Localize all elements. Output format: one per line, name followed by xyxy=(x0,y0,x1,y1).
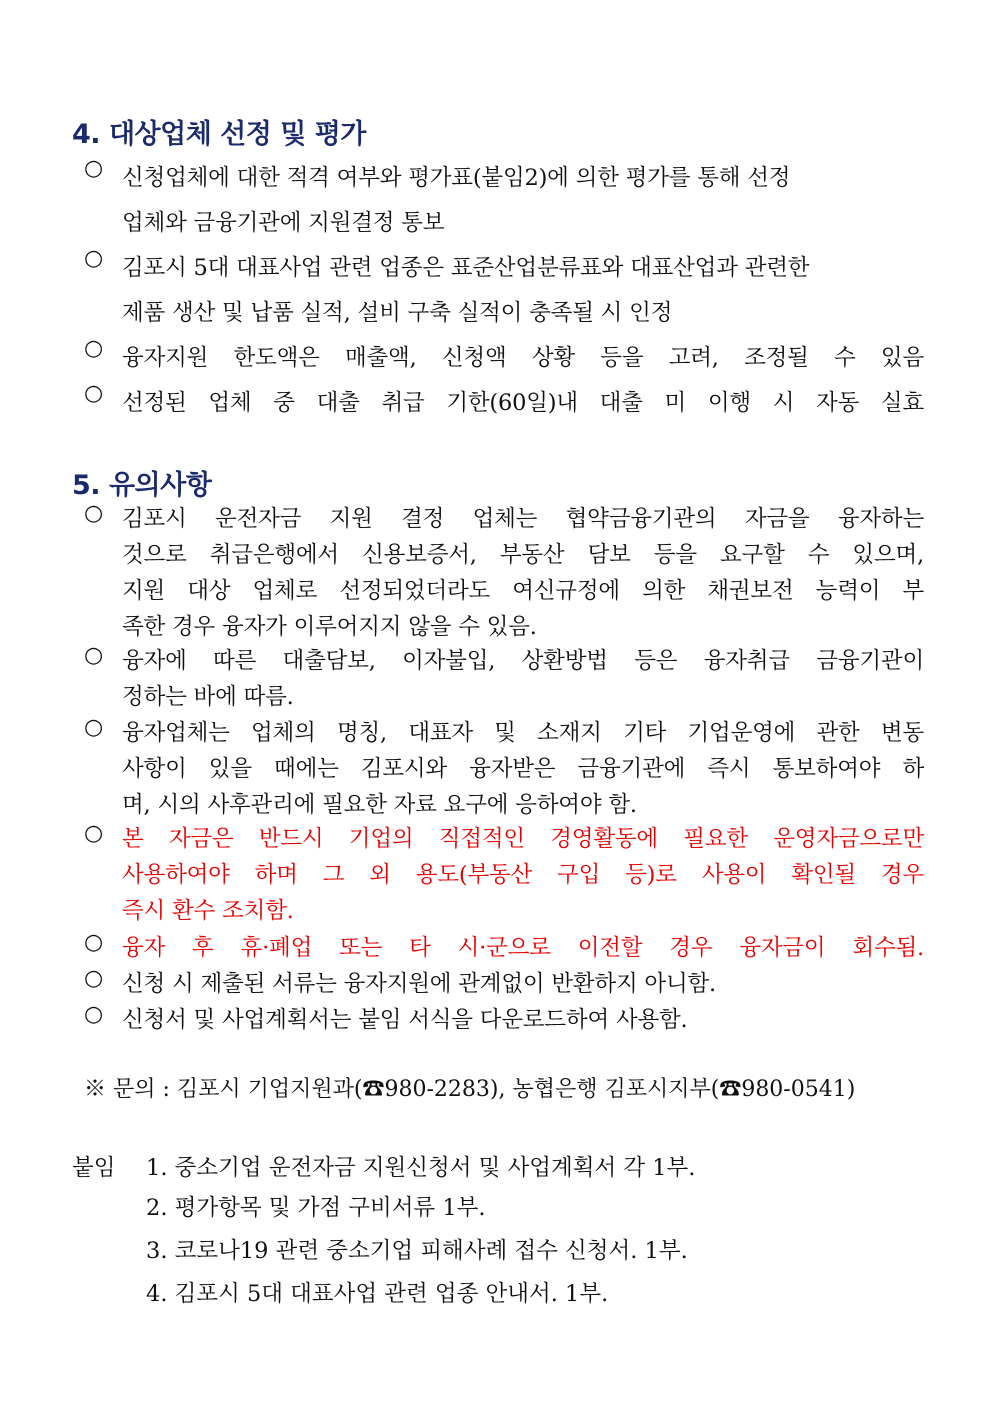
item-line: 업체와 금융기관에 지원결정 통보 xyxy=(122,210,445,236)
circle-bullet-icon: ○ xyxy=(84,336,104,361)
circle-bullet-icon: ○ xyxy=(84,715,104,740)
section-5-item-7 xyxy=(84,1002,924,1038)
section-5-title: 5. 유의사항 xyxy=(72,470,212,501)
section-4-item-1 xyxy=(84,156,924,246)
section-5-item-4-warning xyxy=(84,821,924,929)
item-line: 지원 대상 업체로 선정되었더라도 여신규정에 의한 채권보전 능력이 부 xyxy=(122,578,924,604)
attachments-label: 붙임 xyxy=(72,1155,116,1181)
item-line: 김포시 5대 대표사업 관련 업종은 표준산업분류표와 대표산업과 관련한 xyxy=(122,255,810,281)
circle-bullet-icon: ○ xyxy=(84,966,104,991)
attachment-item-1: 1. 중소기업 운전자금 지원신청서 및 사업계획서 각 1부. xyxy=(146,1155,696,1181)
section-4-item-2 xyxy=(84,246,924,336)
section-4-item-4 xyxy=(84,381,924,426)
circle-bullet-icon: ○ xyxy=(84,381,104,406)
item-line: 본 자금은 반드시 기업의 직접적인 경영활동에 필요한 운영자금으로만 xyxy=(122,826,924,852)
item-line: 제품 생산 및 납품 실적, 설비 구축 실적이 충족될 시 인정 xyxy=(122,300,673,326)
section-4-item-3 xyxy=(84,336,924,381)
item-line: 융자 후 휴·폐업 또는 타 시·군으로 이전할 경우 융자금이 회수됨. xyxy=(122,935,924,961)
inquiry-contact: ※ 문의 : 김포시 기업지원과(☎980-2283), 농협은행 김포시지부(☎980-0541) xyxy=(84,1077,856,1102)
item-line: 융자지원 한도액은 매출액, 신청액 상황 등을 고려, 조정될 수 있음 xyxy=(122,345,924,371)
item-line: 사항이 있을 때에는 김포시와 융자받은 금융기관에 즉시 통보하여야 하 xyxy=(122,756,924,782)
item-line: 사용하여야 하며 그 외 용도(부동산 구입 등)로 사용이 확인될 경우 xyxy=(122,862,924,888)
circle-bullet-icon: ○ xyxy=(84,1002,104,1027)
circle-bullet-icon: ○ xyxy=(84,930,104,955)
item-line: 것으로 취급은행에서 신용보증서, 부동산 담보 등을 요구할 수 있으며, xyxy=(122,542,924,568)
item-line: 즉시 환수 조치함. xyxy=(122,898,294,924)
attachment-item-2: 2. 평가항목 및 가점 구비서류 1부. xyxy=(146,1195,486,1221)
item-line: 김포시 운전자금 지원 결정 업체는 협약금융기관의 자금을 융자하는 xyxy=(122,506,924,532)
item-line: 족한 경우 융자가 이루어지지 않을 수 있음. xyxy=(122,614,537,640)
item-line: 정하는 바에 따름. xyxy=(122,684,294,710)
section-5-item-2 xyxy=(84,643,924,715)
item-line: 신청업체에 대한 적격 여부와 평가표(붙임2)에 의한 평가를 통해 선정 xyxy=(122,165,791,191)
circle-bullet-icon: ○ xyxy=(84,821,104,846)
circle-bullet-icon: ○ xyxy=(84,501,104,526)
section-5-item-1 xyxy=(84,501,924,645)
item-line: 신청서 및 사업계획서는 붙임 서식을 다운로드하여 사용함. xyxy=(122,1007,688,1033)
section-5-item-3 xyxy=(84,715,924,823)
circle-bullet-icon: ○ xyxy=(84,246,104,271)
item-line: 신청 시 제출된 서류는 융자지원에 관계없이 반환하지 아니함. xyxy=(122,971,716,997)
item-line: 융자업체는 업체의 명칭, 대표자 및 소재지 기타 기업운영에 관한 변동 xyxy=(122,720,924,746)
attachment-item-3: 3. 코로나19 관련 중소기업 피해사례 접수 신청서. 1부. xyxy=(146,1238,688,1264)
section-5-item-6 xyxy=(84,966,924,1002)
circle-bullet-icon: ○ xyxy=(84,156,104,181)
section-5-item-5-warning xyxy=(84,930,924,966)
item-line: 며, 시의 사후관리에 필요한 자료 요구에 응하여야 함. xyxy=(122,792,637,818)
attachment-item-4: 4. 김포시 5대 대표사업 관련 업종 안내서. 1부. xyxy=(146,1281,609,1307)
item-line: 선정된 업체 중 대출 취급 기한(60일)내 대출 미 이행 시 자동 실효 xyxy=(122,390,924,416)
item-line: 융자에 따른 대출담보, 이자불입, 상환방법 등은 융자취급 금융기관이 xyxy=(122,648,924,674)
circle-bullet-icon: ○ xyxy=(84,643,104,668)
section-4-title: 4. 대상업체 선정 및 평가 xyxy=(72,119,366,150)
